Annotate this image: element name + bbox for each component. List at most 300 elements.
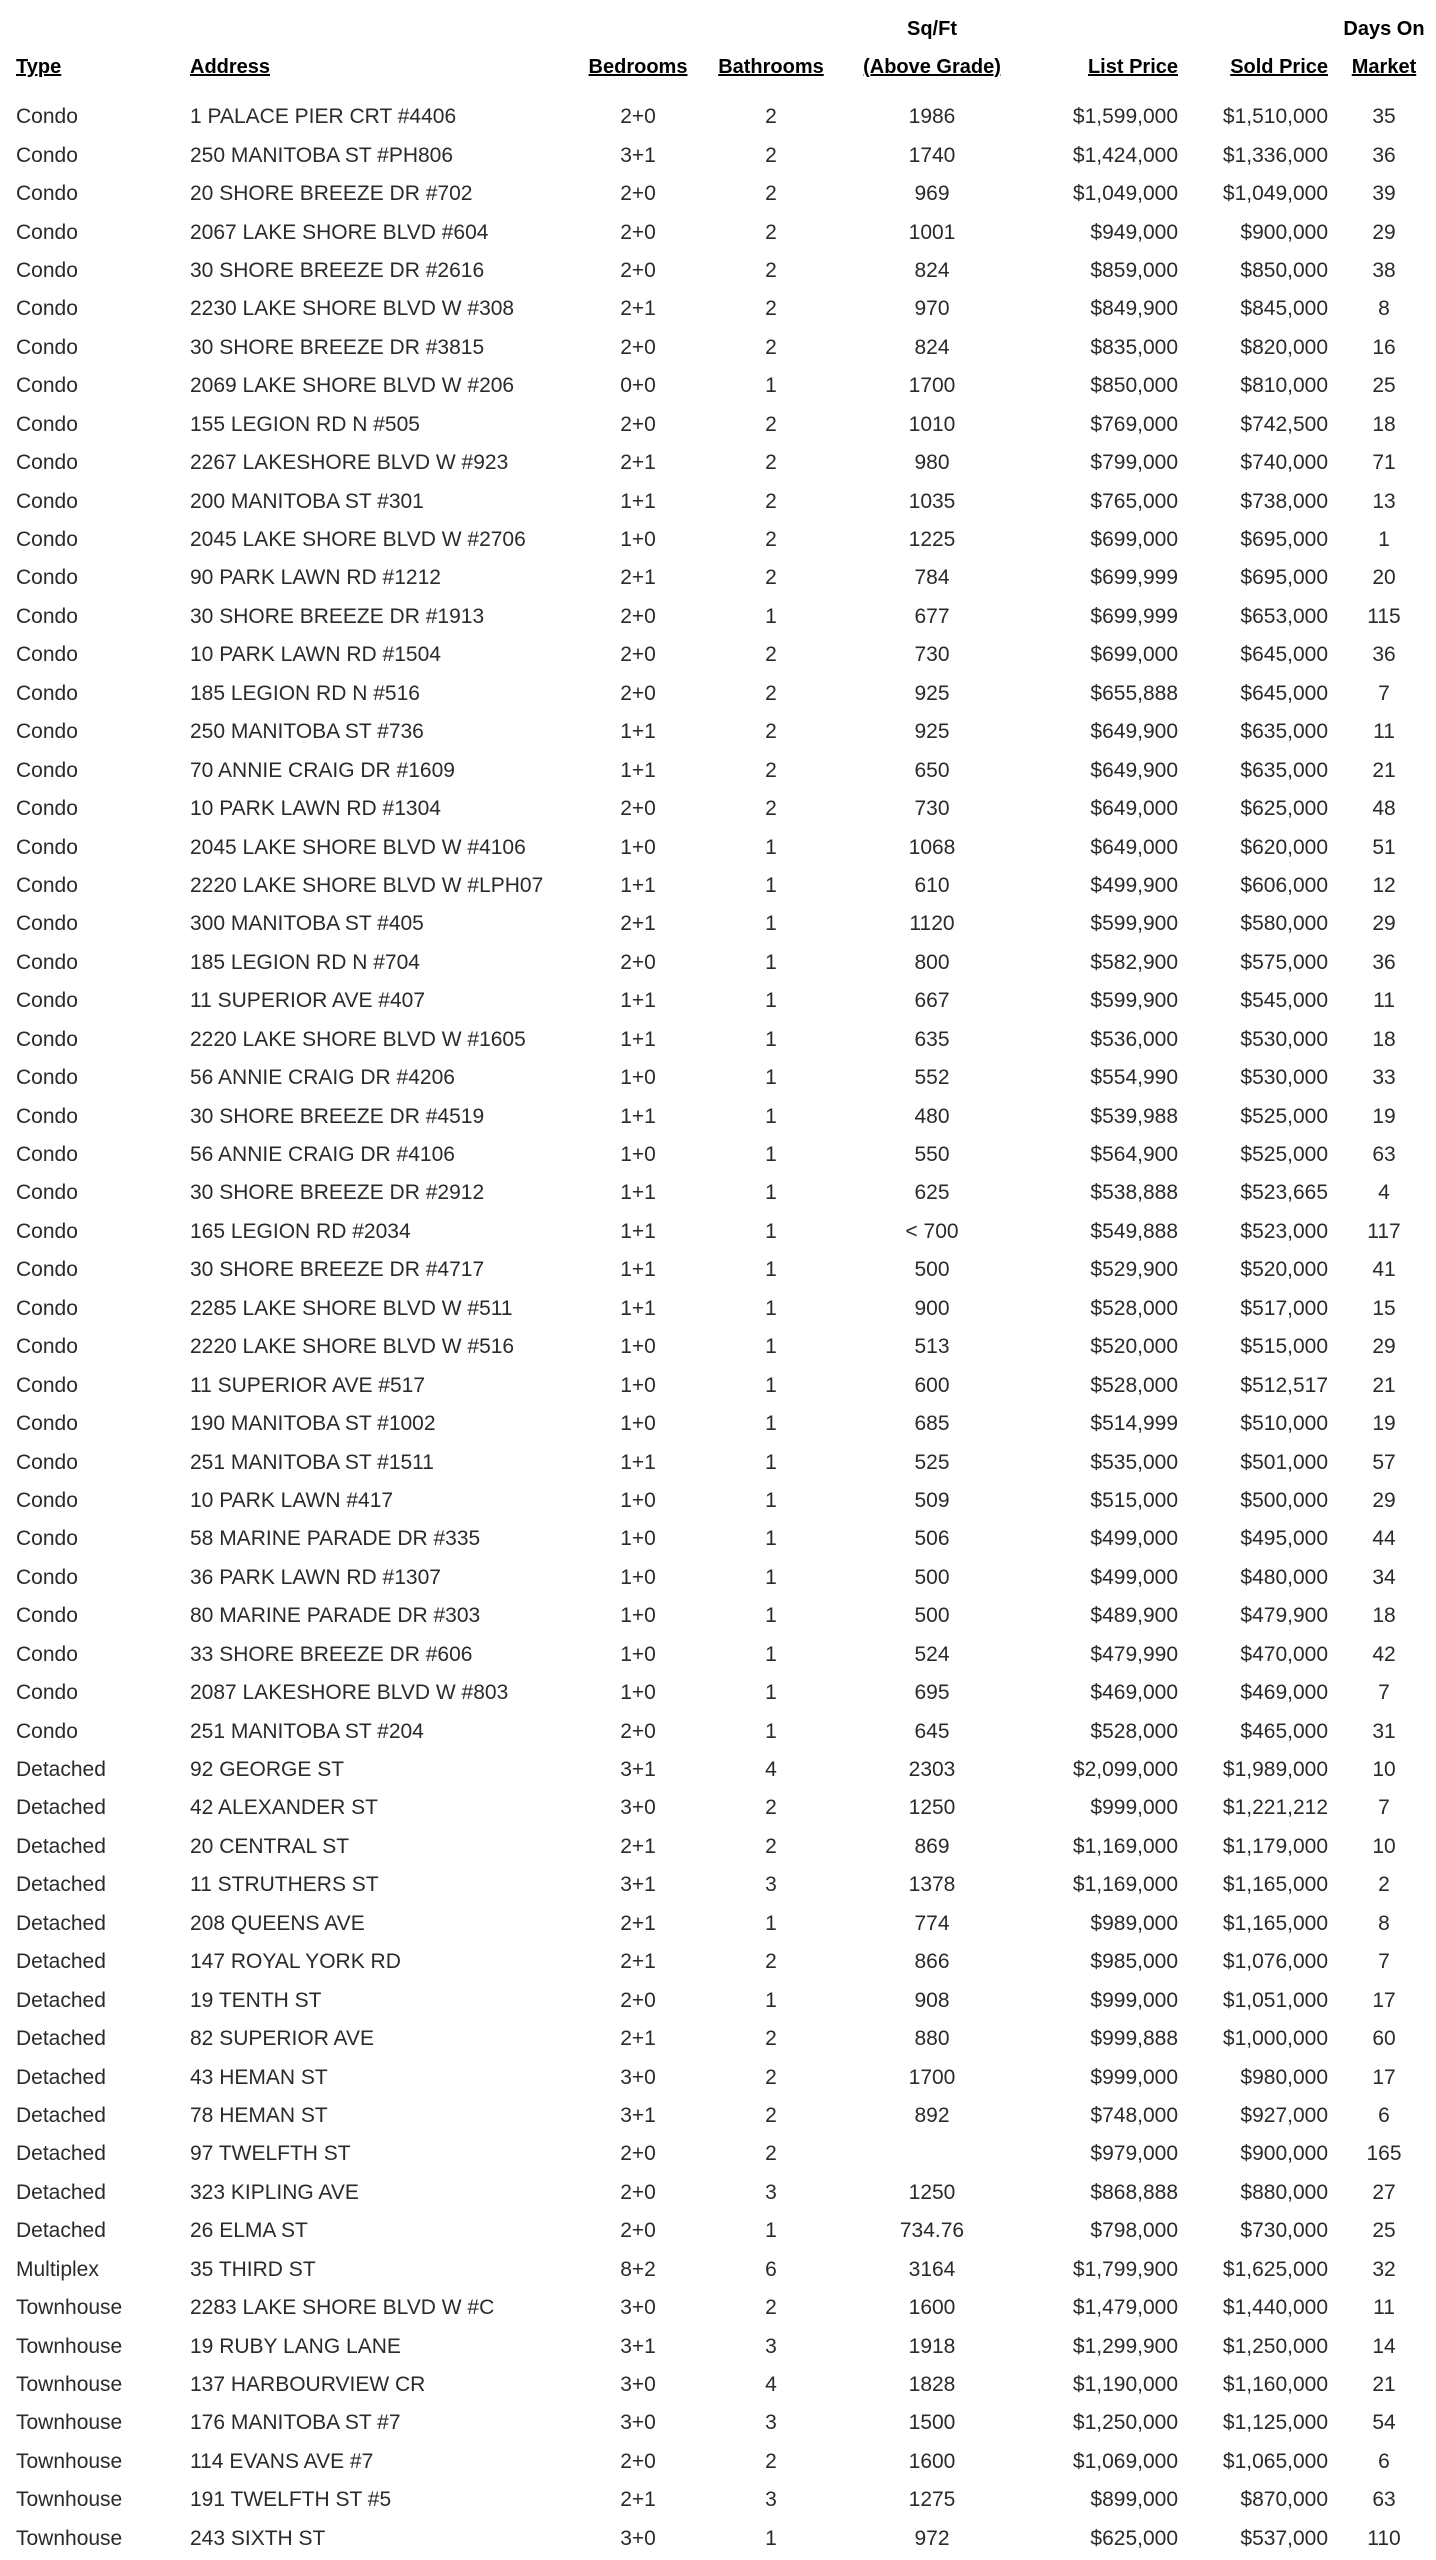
cell-sold-price: $1,051,000 <box>1222 1988 1328 2012</box>
table-row <box>12 559 1436 597</box>
cell-sold-price: $645,000 <box>1240 643 1328 667</box>
cell-sqft: 610 <box>914 873 950 897</box>
cell-bedrooms: 2+1 <box>620 912 656 936</box>
cell-bathrooms: 2 <box>765 105 777 129</box>
cell-sold-price: $845,000 <box>1240 297 1328 321</box>
cell-bathrooms: 2 <box>765 2065 777 2089</box>
cell-days-on-market: 51 <box>1372 835 1396 859</box>
cell-bathrooms: 1 <box>765 1719 777 1743</box>
cell-bathrooms: 2 <box>765 2296 777 2320</box>
cell-type: Condo <box>16 1604 78 1628</box>
cell-list-price: $1,799,900 <box>1072 2257 1178 2281</box>
cell-bathrooms: 1 <box>765 604 777 628</box>
table-row <box>12 1136 1436 1174</box>
cell-type: Condo <box>16 1373 78 1397</box>
cell-sqft: 880 <box>914 2027 950 2051</box>
cell-days-on-market: 60 <box>1372 2027 1396 2051</box>
cell-bathrooms: 3 <box>765 2180 777 2204</box>
cell-sold-price: $625,000 <box>1240 797 1328 821</box>
cell-list-price: $469,000 <box>1090 1681 1178 1705</box>
cell-bathrooms: 2 <box>765 2449 777 2473</box>
cell-days-on-market: 16 <box>1372 335 1396 359</box>
cell-list-price: $539,988 <box>1090 1104 1178 1128</box>
cell-type: Detached <box>16 2103 106 2127</box>
cell-days-on-market: 35 <box>1372 105 1396 129</box>
cell-bedrooms: 2+0 <box>620 412 656 436</box>
cell-address: 208 QUEENS AVE <box>190 1911 365 1935</box>
cell-days-on-market: 21 <box>1372 758 1396 782</box>
table-row <box>12 2289 1436 2327</box>
cell-list-price: $1,169,000 <box>1072 1873 1178 1897</box>
cell-bathrooms: 2 <box>765 220 777 244</box>
cell-days-on-market: 42 <box>1372 1642 1396 1666</box>
cell-list-price: $835,000 <box>1090 335 1178 359</box>
cell-list-price: $649,900 <box>1090 758 1178 782</box>
cell-type: Condo <box>16 1642 78 1666</box>
table-row <box>12 98 1436 136</box>
cell-type: Condo <box>16 1296 78 1320</box>
cell-bedrooms: 3+1 <box>620 2103 656 2127</box>
cell-type: Detached <box>16 2065 106 2089</box>
cell-bathrooms: 2 <box>765 258 777 282</box>
cell-days-on-market: 11 <box>1373 720 1395 744</box>
table-row <box>12 2174 1436 2212</box>
cell-days-on-market: 36 <box>1372 143 1396 167</box>
table-row <box>12 2212 1436 2250</box>
cell-sqft: 1250 <box>908 1796 956 1820</box>
cell-sold-price: $606,000 <box>1240 873 1328 897</box>
cell-sold-price: $820,000 <box>1240 335 1328 359</box>
cell-days-on-market: 71 <box>1372 451 1396 475</box>
cell-list-price: $528,000 <box>1090 1719 1178 1743</box>
cell-address: 2045 LAKE SHORE BLVD W #2706 <box>190 528 526 552</box>
cell-days-on-market: 1 <box>1378 528 1390 552</box>
cell-address: 90 PARK LAWN RD #1212 <box>190 566 441 590</box>
cell-type: Condo <box>16 1143 78 1167</box>
cell-address: 251 MANITOBA ST #1511 <box>190 1450 434 1474</box>
cell-bedrooms: 1+0 <box>620 1488 656 1512</box>
cell-address: 20 CENTRAL ST <box>190 1834 350 1858</box>
cell-days-on-market: 11 <box>1373 989 1395 1013</box>
table-row <box>12 521 1436 559</box>
cell-bathrooms: 1 <box>765 1258 777 1282</box>
cell-list-price: $599,900 <box>1090 912 1178 936</box>
cell-bedrooms: 3+0 <box>620 2526 656 2550</box>
cell-bathrooms: 3 <box>765 2488 777 2512</box>
cell-days-on-market: 11 <box>1373 2296 1395 2320</box>
cell-type: Condo <box>16 1104 78 1128</box>
cell-days-on-market: 14 <box>1372 2334 1396 2358</box>
cell-bathrooms: 1 <box>765 1066 777 1090</box>
cell-sqft: 3164 <box>908 2257 956 2281</box>
cell-sold-price: $980,000 <box>1240 2065 1328 2089</box>
cell-days-on-market: 18 <box>1372 412 1396 436</box>
cell-type: Condo <box>16 797 78 821</box>
cell-list-price: $949,000 <box>1090 220 1178 244</box>
cell-bedrooms: 1+0 <box>620 1642 656 1666</box>
cell-bedrooms: 1+1 <box>620 1181 656 1205</box>
cell-type: Condo <box>16 1565 78 1589</box>
table-row <box>12 751 1436 789</box>
table-body <box>12 98 1436 2558</box>
table-row <box>12 636 1436 674</box>
cell-bathrooms: 1 <box>765 1143 777 1167</box>
cell-type: Condo <box>16 1219 78 1243</box>
cell-bathrooms: 2 <box>765 566 777 590</box>
cell-type: Condo <box>16 873 78 897</box>
cell-sold-price: $495,000 <box>1240 1527 1328 1551</box>
cell-sqft: 550 <box>914 1143 950 1167</box>
table-row <box>12 2520 1436 2558</box>
cell-sqft: 1918 <box>908 2334 956 2358</box>
cell-type: Condo <box>16 566 78 590</box>
cell-type: Condo <box>16 1181 78 1205</box>
cell-type: Detached <box>16 1873 106 1897</box>
cell-sqft: 695 <box>914 1681 950 1705</box>
cell-type: Condo <box>16 489 78 513</box>
table-row <box>12 136 1436 174</box>
cell-days-on-market: 21 <box>1372 2373 1396 2397</box>
cell-bathrooms: 2 <box>765 643 777 667</box>
cell-days-on-market: 38 <box>1372 258 1396 282</box>
cell-type: Condo <box>16 1488 78 1512</box>
table-row <box>12 1597 1436 1635</box>
cell-list-price: $479,990 <box>1090 1642 1178 1666</box>
cell-sold-price: $537,000 <box>1240 2526 1328 2550</box>
cell-address: 250 MANITOBA ST #PH806 <box>190 143 454 167</box>
cell-list-price: $868,888 <box>1090 2180 1178 2204</box>
cell-address: 185 LEGION RD N #704 <box>190 950 420 974</box>
table-row <box>12 1174 1436 1212</box>
cell-bedrooms: 2+0 <box>620 604 656 628</box>
cell-sold-price: $620,000 <box>1240 835 1328 859</box>
cell-bathrooms: 1 <box>765 2526 777 2550</box>
table-row <box>12 598 1436 636</box>
cell-bathrooms: 2 <box>765 297 777 321</box>
cell-type: Condo <box>16 1412 78 1436</box>
cell-list-price: $599,900 <box>1090 989 1178 1013</box>
table-header <box>12 10 1436 98</box>
table-row <box>12 290 1436 328</box>
cell-bedrooms: 3+1 <box>620 1873 656 1897</box>
cell-sold-price: $695,000 <box>1240 528 1328 552</box>
table-row <box>12 175 1436 213</box>
cell-sold-price: $530,000 <box>1240 1027 1328 1051</box>
cell-bedrooms: 2+0 <box>620 258 656 282</box>
cell-days-on-market: 48 <box>1372 797 1396 821</box>
cell-days-on-market: 7 <box>1378 681 1390 705</box>
cell-list-price: $699,000 <box>1090 643 1178 667</box>
cell-sqft: 685 <box>914 1412 950 1436</box>
cell-sqft: 500 <box>914 1604 950 1628</box>
cell-type: Townhouse <box>16 2488 123 2512</box>
cell-sqft: 506 <box>914 1527 950 1551</box>
cell-list-price: $514,999 <box>1090 1412 1178 1436</box>
cell-sqft: 972 <box>914 2526 950 2550</box>
table-row <box>12 2251 1436 2289</box>
cell-bedrooms: 2+0 <box>620 2449 656 2473</box>
table-row <box>12 1943 1436 1981</box>
cell-list-price: $535,000 <box>1090 1450 1178 1474</box>
cell-sold-price: $645,000 <box>1240 681 1328 705</box>
cell-sqft: 1700 <box>908 2065 956 2089</box>
cell-address: 2283 LAKE SHORE BLVD W #C <box>190 2296 495 2320</box>
cell-bedrooms: 2+0 <box>620 797 656 821</box>
table-row <box>12 1789 1436 1827</box>
cell-address: 80 MARINE PARADE DR #303 <box>190 1604 481 1628</box>
cell-type: Condo <box>16 412 78 436</box>
cell-sold-price: $510,000 <box>1240 1412 1328 1436</box>
cell-bedrooms: 1+0 <box>620 1412 656 1436</box>
cell-bathrooms: 1 <box>765 1219 777 1243</box>
cell-sold-price: $1,125,000 <box>1222 2411 1328 2435</box>
cell-sold-price: $470,000 <box>1240 1642 1328 1666</box>
cell-type: Condo <box>16 681 78 705</box>
cell-list-price: $765,000 <box>1090 489 1178 513</box>
cell-bathrooms: 2 <box>765 143 777 167</box>
cell-sqft: 1828 <box>908 2373 956 2397</box>
cell-bathrooms: 4 <box>765 1758 777 1782</box>
cell-list-price: $899,000 <box>1090 2488 1178 2512</box>
cell-bathrooms: 1 <box>765 1642 777 1666</box>
cell-bedrooms: 3+0 <box>620 2373 656 2397</box>
table-row <box>12 2481 1436 2519</box>
cell-bedrooms: 1+1 <box>620 758 656 782</box>
cell-bathrooms: 1 <box>765 912 777 936</box>
cell-days-on-market: 6 <box>1378 2103 1390 2127</box>
cell-bedrooms: 1+1 <box>620 1027 656 1051</box>
cell-days-on-market: 115 <box>1367 604 1401 628</box>
cell-sqft: 1986 <box>908 105 956 129</box>
cell-days-on-market: 2 <box>1378 1873 1390 1897</box>
cell-days-on-market: 63 <box>1372 2488 1396 2512</box>
cell-bedrooms: 2+1 <box>620 2027 656 2051</box>
cell-address: 176 MANITOBA ST #7 <box>190 2411 401 2435</box>
table-row <box>12 675 1436 713</box>
cell-days-on-market: 25 <box>1372 2219 1396 2243</box>
cell-list-price: $625,000 <box>1090 2526 1178 2550</box>
cell-sold-price: $465,000 <box>1240 1719 1328 1743</box>
cell-list-price: $515,000 <box>1090 1488 1178 1512</box>
table-row <box>12 2097 1436 2135</box>
table-row <box>12 2135 1436 2173</box>
cell-days-on-market: 27 <box>1372 2180 1396 2204</box>
cell-address: 56 ANNIE CRAIG DR #4206 <box>190 1066 455 1090</box>
cell-sold-price: $517,000 <box>1240 1296 1328 1320</box>
cell-sold-price: $1,049,000 <box>1222 182 1328 206</box>
cell-sqft: 552 <box>914 1066 950 1090</box>
cell-bedrooms: 8+2 <box>620 2257 656 2281</box>
cell-type: Condo <box>16 1681 78 1705</box>
cell-sold-price: $512,517 <box>1240 1373 1328 1397</box>
cell-type: Detached <box>16 1758 106 1782</box>
cell-type: Condo <box>16 1335 78 1359</box>
table-row <box>12 1905 1436 1943</box>
cell-list-price: $1,299,900 <box>1072 2334 1178 2358</box>
cell-sqft: 900 <box>914 1296 950 1320</box>
table-row <box>12 944 1436 982</box>
cell-list-price: $538,888 <box>1090 1181 1178 1205</box>
cell-bedrooms: 1+0 <box>620 528 656 552</box>
table-row <box>12 2327 1436 2365</box>
cell-sold-price: $635,000 <box>1240 720 1328 744</box>
cell-type: Condo <box>16 950 78 974</box>
cell-days-on-market: 41 <box>1372 1258 1396 1282</box>
cell-sqft: 509 <box>914 1488 950 1512</box>
cell-bedrooms: 1+1 <box>620 873 656 897</box>
cell-bathrooms: 4 <box>765 2373 777 2397</box>
cell-sqft: 730 <box>914 797 950 821</box>
cell-bedrooms: 1+1 <box>620 1258 656 1282</box>
cell-days-on-market: 12 <box>1372 873 1396 897</box>
cell-type: Detached <box>16 1950 106 1974</box>
cell-type: Detached <box>16 2219 106 2243</box>
cell-bedrooms: 2+0 <box>620 1988 656 2012</box>
cell-bedrooms: 1+1 <box>620 1219 656 1243</box>
cell-bathrooms: 2 <box>765 681 777 705</box>
table-row <box>12 1482 1436 1520</box>
cell-address: 30 SHORE BREEZE DR #1913 <box>190 604 485 628</box>
cell-sold-price: $1,065,000 <box>1222 2449 1328 2473</box>
cell-bedrooms: 2+0 <box>620 335 656 359</box>
cell-address: 42 ALEXANDER ST <box>190 1796 378 1820</box>
cell-bedrooms: 2+0 <box>620 182 656 206</box>
cell-list-price: $1,424,000 <box>1072 143 1178 167</box>
cell-bedrooms: 1+0 <box>620 1066 656 1090</box>
cell-address: 20 SHORE BREEZE DR #702 <box>190 182 473 206</box>
cell-address: 11 STRUTHERS ST <box>190 1873 379 1897</box>
cell-list-price: $499,900 <box>1090 873 1178 897</box>
cell-type: Detached <box>16 1834 106 1858</box>
cell-list-price: $529,900 <box>1090 1258 1178 1282</box>
cell-bathrooms: 1 <box>765 1181 777 1205</box>
cell-sqft: 800 <box>914 950 950 974</box>
cell-address: 2267 LAKESHORE BLVD W #923 <box>190 451 509 475</box>
table-row <box>12 2366 1436 2404</box>
cell-bathrooms: 1 <box>765 1373 777 1397</box>
table-row <box>12 2443 1436 2481</box>
table-row <box>12 905 1436 943</box>
table-row <box>12 1520 1436 1558</box>
cell-days-on-market: 7 <box>1378 1681 1390 1705</box>
cell-list-price: $1,190,000 <box>1072 2373 1178 2397</box>
cell-sold-price: $900,000 <box>1240 220 1328 244</box>
cell-bedrooms: 2+1 <box>620 1911 656 1935</box>
cell-sqft: 625 <box>914 1181 950 1205</box>
cell-sqft: 925 <box>914 681 950 705</box>
cell-address: 251 MANITOBA ST #204 <box>190 1719 424 1743</box>
cell-address: 11 SUPERIOR AVE #407 <box>190 989 426 1013</box>
cell-type: Condo <box>16 220 78 244</box>
cell-sqft: 600 <box>914 1373 950 1397</box>
cell-sold-price: $520,000 <box>1240 1258 1328 1282</box>
cell-sqft: 500 <box>914 1258 950 1282</box>
cell-sold-price: $927,000 <box>1240 2103 1328 2127</box>
cell-sqft: 908 <box>914 1988 950 2012</box>
cell-type: Condo <box>16 1527 78 1551</box>
cell-address: 30 SHORE BREEZE DR #2616 <box>190 258 485 282</box>
cell-sqft: 869 <box>914 1834 950 1858</box>
cell-bathrooms: 1 <box>765 1335 777 1359</box>
cell-sqft: 1740 <box>908 143 956 167</box>
cell-bathrooms: 1 <box>765 1527 777 1551</box>
cell-sqft: 2303 <box>908 1758 956 1782</box>
cell-list-price: $985,000 <box>1090 1950 1178 1974</box>
cell-sold-price: $523,000 <box>1240 1219 1328 1243</box>
cell-days-on-market: 29 <box>1372 912 1396 936</box>
cell-days-on-market: 31 <box>1372 1719 1396 1743</box>
cell-sold-price: $500,000 <box>1240 1488 1328 1512</box>
cell-days-on-market: 33 <box>1372 1066 1396 1090</box>
cell-address: 82 SUPERIOR AVE <box>190 2027 375 2051</box>
table-row <box>12 867 1436 905</box>
cell-sqft: 667 <box>914 989 950 1013</box>
cell-list-price: $769,000 <box>1090 412 1178 436</box>
cell-type: Condo <box>16 1450 78 1474</box>
cell-days-on-market: 44 <box>1372 1527 1396 1551</box>
cell-bathrooms: 2 <box>765 182 777 206</box>
cell-sold-price: $501,000 <box>1240 1450 1328 1474</box>
cell-type: Detached <box>16 2142 106 2166</box>
cell-sqft: 525 <box>914 1450 950 1474</box>
cell-days-on-market: 54 <box>1372 2411 1396 2435</box>
cell-days-on-market: 19 <box>1372 1104 1396 1128</box>
cell-bathrooms: 2 <box>765 335 777 359</box>
cell-address: 2220 LAKE SHORE BLVD W #LPH07 <box>190 873 544 897</box>
cell-bedrooms: 2+1 <box>620 566 656 590</box>
cell-address: 323 KIPLING AVE <box>190 2180 359 2204</box>
table-row <box>12 1981 1436 2019</box>
cell-bathrooms: 2 <box>765 720 777 744</box>
cell-address: 33 SHORE BREEZE DR #606 <box>190 1642 473 1666</box>
cell-bathrooms: 1 <box>765 374 777 398</box>
cell-sold-price: $1,165,000 <box>1222 1873 1328 1897</box>
cell-bedrooms: 3+1 <box>620 2334 656 2358</box>
cell-address: 191 TWELFTH ST #5 <box>190 2488 392 2512</box>
cell-bedrooms: 2+1 <box>620 2488 656 2512</box>
cell-address: 114 EVANS AVE #7 <box>190 2449 374 2473</box>
cell-bedrooms: 2+0 <box>620 950 656 974</box>
cell-sold-price: $523,665 <box>1240 1181 1328 1205</box>
cell-type: Condo <box>16 374 78 398</box>
cell-sqft: 1700 <box>908 374 956 398</box>
cell-sqft: 1001 <box>908 220 956 244</box>
cell-sold-price: $695,000 <box>1240 566 1328 590</box>
table-row <box>12 252 1436 290</box>
cell-list-price: $499,000 <box>1090 1527 1178 1551</box>
cell-address: 250 MANITOBA ST #736 <box>190 720 424 744</box>
cell-address: 30 SHORE BREEZE DR #3815 <box>190 335 485 359</box>
cell-bathrooms: 2 <box>765 451 777 475</box>
cell-address: 155 LEGION RD N #505 <box>190 412 420 436</box>
cell-bathrooms: 2 <box>765 2103 777 2127</box>
cell-bathrooms: 2 <box>765 797 777 821</box>
cell-bathrooms: 1 <box>765 1911 777 1935</box>
cell-list-price: $979,000 <box>1090 2142 1178 2166</box>
cell-days-on-market: 25 <box>1372 374 1396 398</box>
cell-bathrooms: 3 <box>765 1873 777 1897</box>
cell-bathrooms: 1 <box>765 1565 777 1589</box>
cell-type: Condo <box>16 1258 78 1282</box>
cell-days-on-market: 8 <box>1378 1911 1390 1935</box>
cell-type: Detached <box>16 1988 106 2012</box>
cell-days-on-market: 29 <box>1372 1335 1396 1359</box>
cell-days-on-market: 36 <box>1372 643 1396 667</box>
cell-sold-price: $1,000,000 <box>1222 2027 1328 2051</box>
cell-address: 190 MANITOBA ST #1002 <box>190 1412 436 1436</box>
cell-bedrooms: 1+0 <box>620 1565 656 1589</box>
cell-bathrooms: 2 <box>765 758 777 782</box>
